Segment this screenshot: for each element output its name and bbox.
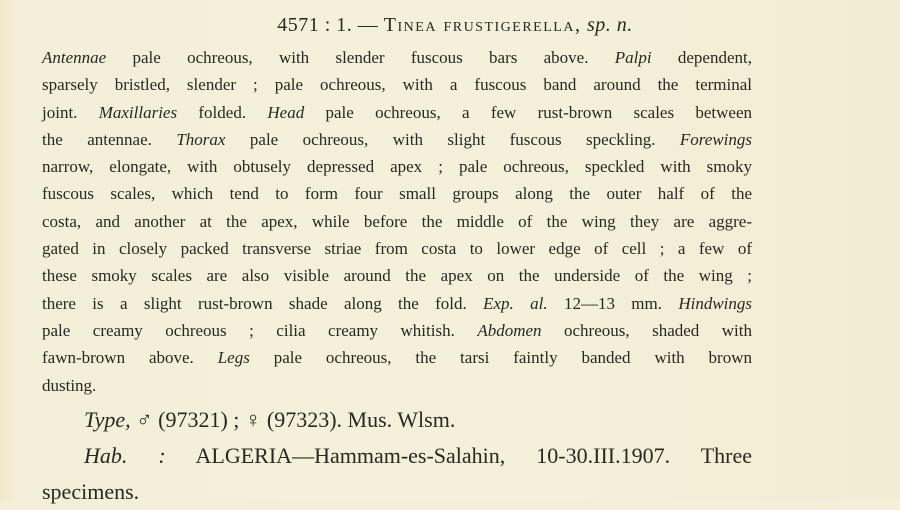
text-run: there is a slight rust-brown shade along the fold. <box>42 293 484 313</box>
text-run: the antennae. <box>42 129 177 149</box>
text-run: pale ochreous, with slender fuscous bars above. <box>106 48 615 67</box>
text-run: narrow, elongate, with obtusely depressed apex ; pale ochreous, speckled with smoky <box>42 157 752 177</box>
italic-term: Exp. al. <box>483 293 548 313</box>
text-line <box>42 235 752 262</box>
text-line <box>42 262 752 289</box>
text-run: pale ochreous, a few rust-brown scales between <box>304 102 753 122</box>
text-run: ochreous, shaded with <box>541 320 752 340</box>
species-number: 4571 : 1. — <box>277 14 379 36</box>
text-line <box>42 402 752 438</box>
text-run: ♂ (97321) ; ♀ (97323). Mus. Wlsm. <box>130 407 456 432</box>
text-run: these smoky scales are also visible around the apex on the underside of the wing ; <box>42 266 752 286</box>
text-run: specimens. <box>42 479 140 504</box>
text-line <box>42 126 752 153</box>
text-line <box>42 317 752 344</box>
text-run: 12—13 mm. <box>547 293 679 313</box>
text-line <box>42 153 752 180</box>
italic-term: Hindwings <box>678 293 753 313</box>
text-line <box>42 290 752 317</box>
text-run: pale ochreous, the tarsi faintly banded with brown <box>249 348 752 368</box>
text-run: ALGERIA—Hammam-es-Salahin, 10-30.III.1907. Three <box>165 443 753 468</box>
text-run: dependent, <box>651 48 752 67</box>
italic-term: Head <box>267 102 305 122</box>
italic-term: Abdomen <box>477 320 542 340</box>
italic-term: Hab. : <box>84 443 166 468</box>
text-run: folded. <box>177 102 268 122</box>
text-run: sparsely bristled, slender ; pale ochreous, with a fuscous band around the terminal <box>42 75 752 95</box>
text-line <box>42 438 752 474</box>
italic-term: Forewings <box>679 129 752 149</box>
text-run: costa, and another at the apex, while before the middle of the wing they are aggre- <box>42 211 752 231</box>
species-heading <box>0 14 900 37</box>
description-paragraph <box>42 44 752 399</box>
italic-term: Antennae <box>42 48 107 67</box>
text-line <box>42 44 752 71</box>
italic-term: Type, <box>84 407 131 432</box>
type-habitat-block <box>42 402 752 510</box>
text-line <box>42 71 752 98</box>
text-run: pale creamy ochreous ; cilia creamy whitish. <box>42 320 478 340</box>
text-run: joint. <box>42 102 99 122</box>
text-line <box>42 474 752 510</box>
text-run: fawn-brown above. <box>42 348 218 368</box>
text-run: dusting. <box>42 375 97 395</box>
text-line <box>42 208 752 235</box>
text-run: fuscous scales, which tend to form four small groups along the outer half of the <box>42 184 752 204</box>
text-line <box>42 180 752 207</box>
species-status: sp. n. <box>586 14 633 36</box>
text-line <box>42 99 752 126</box>
species-name: Tinea frustigerella, <box>383 14 582 36</box>
text-run: pale ochreous, with slight fuscous speckling. <box>225 129 680 149</box>
text-run: gated in closely packed transverse striae from costa to lower edge of cell ; a few of <box>42 239 752 259</box>
italic-term: Legs <box>217 348 250 368</box>
text-line <box>42 344 752 371</box>
italic-term: Palpi <box>614 48 652 67</box>
italic-term: Thorax <box>176 129 226 149</box>
italic-term: Maxillaries <box>98 102 178 122</box>
text-line <box>42 372 752 399</box>
